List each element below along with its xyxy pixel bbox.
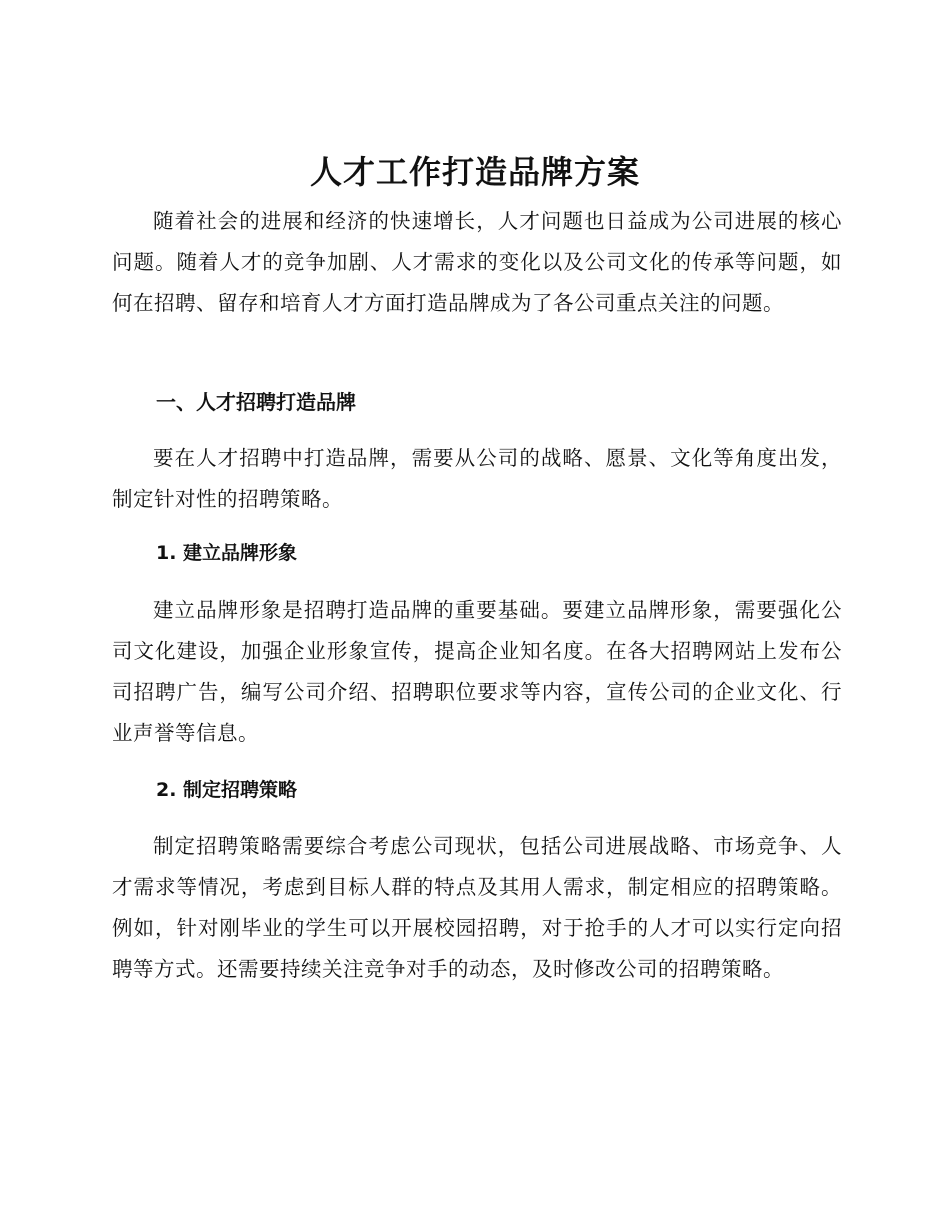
section1-heading: 一、人才招聘打造品牌	[156, 390, 356, 414]
sub1-heading-block	[112, 538, 842, 568]
sub1-paragraph: 建立品牌形象是招聘打造品牌的重要基础。要建立品牌形象，需要强化公司文化建设，加强企业形象宣传，提高企业知名度。在各大招聘网站上发布公司招聘广告，编写公司介绍、招聘职位要求等内容，宣传公司的企业文化、行业声誉等信息。	[112, 598, 842, 745]
section1-heading-block	[112, 387, 842, 417]
intro-paragraph: 随着社会的进展和经济的快速增长，人才问题也日益成为公司进展的核心问题。随着人才的竞争加剧、人才需求的变化以及公司文化的传承等问题，如何在招聘、留存和培育人才方面打造品牌成为了各公司重点关注的问题。	[112, 209, 842, 315]
document-title: 人才工作打造品牌方案	[309, 153, 640, 191]
sub1-body-block	[112, 590, 842, 754]
sub2-body-block	[112, 826, 842, 990]
sub2-paragraph: 制定招聘策略需要综合考虑公司现状，包括公司进展战略、市场竞争、人才需求等情况，考虑到目标人群的特点及其用人需求，制定相应的招聘策略。例如，针对刚毕业的学生可以开展校园招聘，对于抢手的人才可以实行定向招聘等方式。还需要持续关注竞争对手的动态，及时修改公司的招聘策略。	[112, 834, 842, 981]
sub2-heading: 2. 制定招聘策略	[156, 779, 298, 801]
intro-block	[112, 201, 842, 324]
sub1-heading: 1. 建立品牌形象	[156, 542, 298, 564]
sub2-heading-block	[112, 775, 842, 805]
section1-intro-paragraph: 要在人才招聘中打造品牌，需要从公司的战略、愿景、文化等角度出发，制定针对性的招聘策略。	[112, 446, 842, 511]
section1-intro-block	[112, 438, 842, 520]
